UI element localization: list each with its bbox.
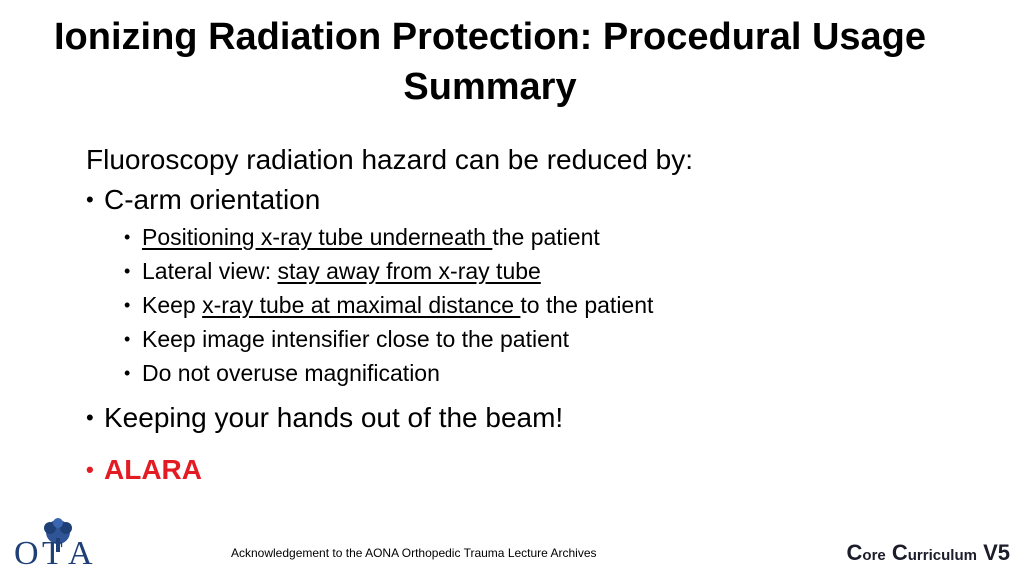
plain-text: Keep image intensifier close to the patient — [142, 326, 570, 352]
svg-text:T: T — [42, 535, 63, 568]
bullet-dot: • — [124, 227, 131, 247]
plain-text: Do not overuse magnification — [142, 360, 440, 386]
bullet-hands — [86, 398, 986, 438]
slide-title: Ionizing Radiation Protection: Procedural Usage Summary — [54, 16, 926, 108]
bullet-alara — [86, 450, 986, 490]
slide-content — [86, 140, 986, 490]
bullet-carm-orientation — [86, 180, 986, 220]
plain-text: the patient — [492, 224, 600, 250]
underlined-text: stay away from x-ray tube — [277, 258, 541, 284]
bullet-dot: • — [124, 329, 131, 349]
sub-bullet-positioning — [86, 220, 986, 254]
carm-sub-list — [86, 220, 986, 390]
brand-c: C — [891, 540, 908, 565]
bullet-dot: • — [86, 457, 94, 482]
ota-logo — [14, 518, 100, 568]
intro-text: Fluoroscopy radiation hazard can be reduced by: — [86, 144, 694, 175]
sub-bullet-image-intensifier — [86, 322, 986, 356]
brand-urriculum: urriculum — [907, 547, 977, 564]
plain-text: to the patient — [520, 292, 654, 318]
bullet-hands-label: Keeping your hands out of the beam! — [104, 402, 564, 433]
svg-text:A: A — [68, 535, 93, 568]
brand-ore: ore — [862, 547, 886, 564]
sub-bullet-magnification — [86, 356, 986, 390]
plain-text: Keep — [142, 292, 203, 318]
brand-version: V5 — [983, 540, 1010, 565]
underlined-text: x-ray tube at maximal distance — [202, 292, 521, 318]
sub-bullet-lateral-view — [86, 254, 986, 288]
bullet-dot: • — [86, 187, 94, 212]
bullet-dot: • — [86, 405, 94, 430]
plain-text: Lateral view: — [142, 258, 278, 284]
bullet-dot: • — [124, 363, 131, 383]
acknowledgement-text: Acknowledgement to the AONA Orthopedic Trauma Lecture Archives — [231, 546, 597, 560]
bullet-carm-label: C-arm orientation — [104, 184, 321, 215]
sub-bullet-max-distance — [86, 288, 986, 322]
bullet-dot: • — [124, 295, 131, 315]
svg-text:O: O — [14, 535, 39, 568]
core-curriculum-brand — [847, 540, 1010, 566]
bullet-dot: • — [124, 261, 131, 281]
underlined-text: Positioning x-ray tube underneath — [142, 224, 493, 250]
alara-label: ALARA — [104, 454, 202, 485]
brand-c: C — [846, 540, 863, 565]
